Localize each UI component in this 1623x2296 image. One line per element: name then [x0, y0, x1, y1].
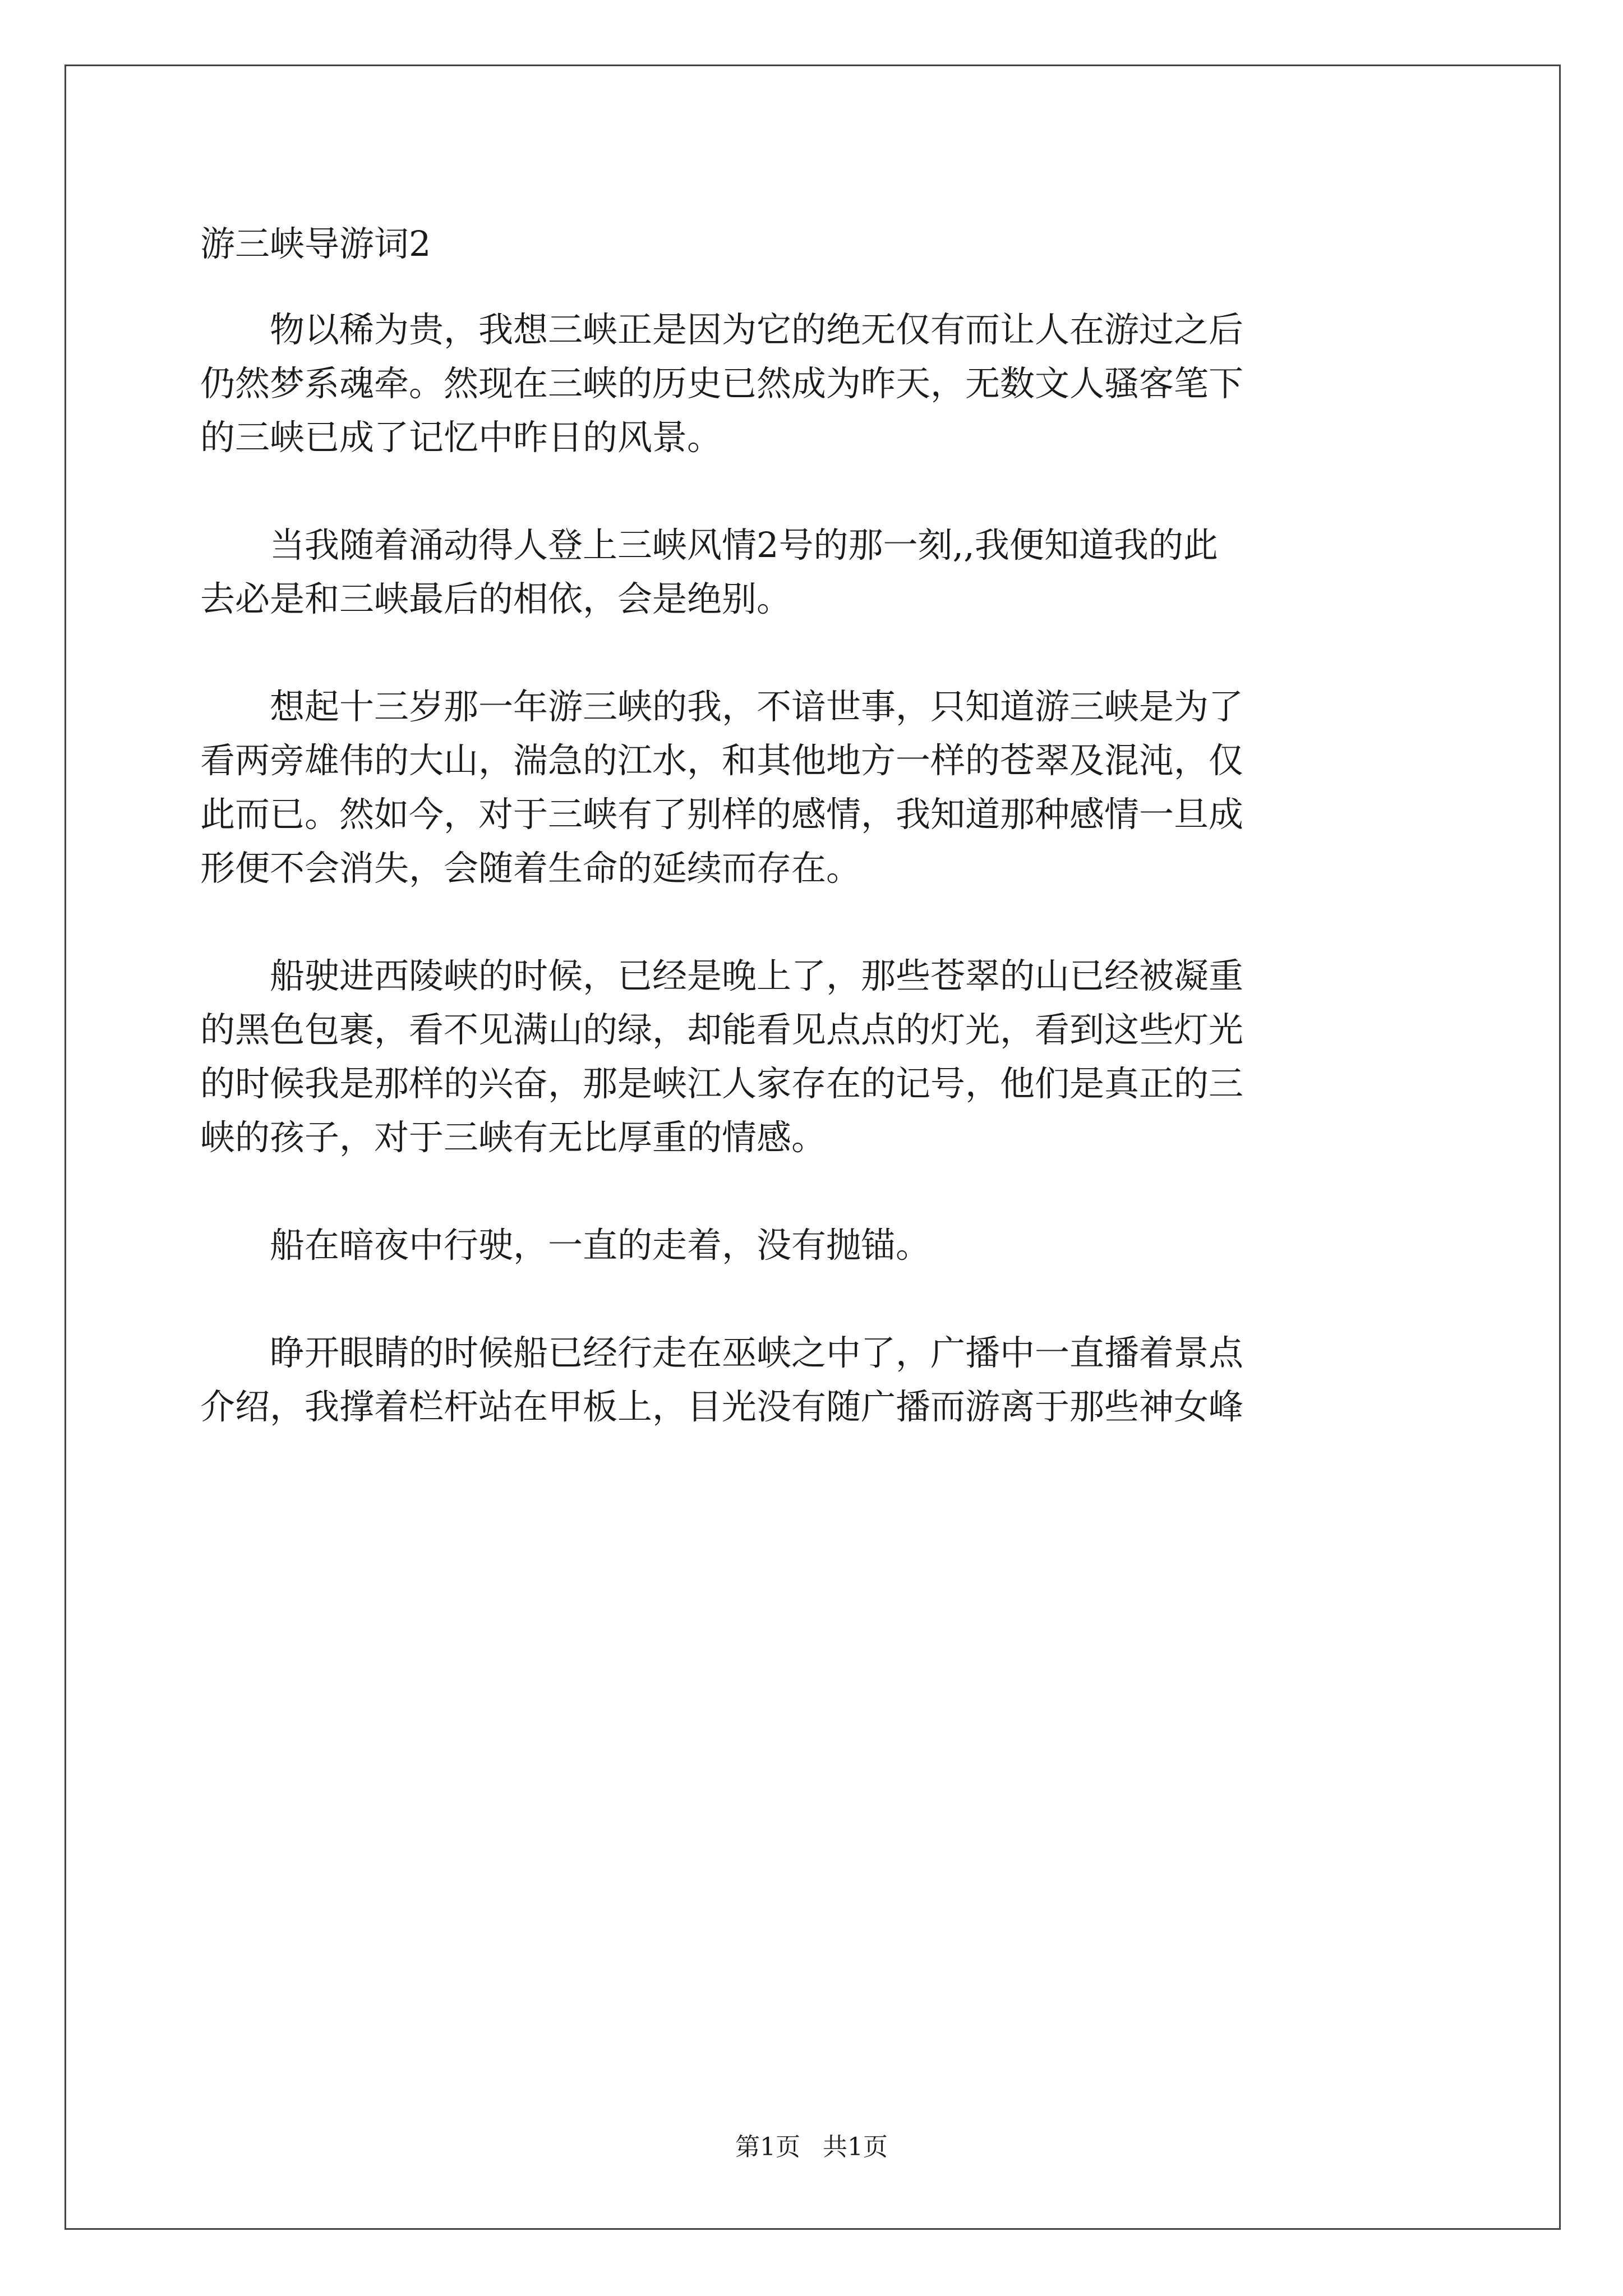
paragraph-line: 物以稀为贵，我想三峡正是因为它的绝无仅有而让人在游过之后 — [200, 309, 1244, 350]
document-body — [200, 222, 1434, 1488]
paragraph-line: 仍然梦系魂牵。然现在三峡的历史已然成为昨天，无数文人骚客笔下 — [200, 363, 1244, 404]
paragraph-3 — [200, 680, 1434, 895]
page-total: 共1页 — [823, 2133, 888, 2161]
paragraph-4 — [200, 949, 1434, 1165]
paragraph-line: 睁开眼睛的时候船已经行走在巫峡之中了，广播中一直播着景点 — [200, 1332, 1244, 1373]
paragraph-line: 当我随着涌动得人登上三峡风情2号的那一刻,,我便知道我的此 — [200, 524, 1218, 565]
paragraph-1 — [200, 303, 1434, 464]
paragraph-line: 船在暗夜中行驶，一直的走着，没有抛锚。 — [200, 1225, 931, 1266]
document-title: 游三峡导游词2 — [200, 223, 431, 264]
paragraph-line: 去必是和三峡最后的相依，会是绝别。 — [200, 578, 792, 619]
paragraph-5 — [200, 1218, 1434, 1272]
paragraph-line: 介绍，我撑着栏杆站在甲板上，目光没有随广播而游离于那些神女峰 — [200, 1386, 1244, 1427]
paragraph-line: 峡的孩子，对于三峡有无比厚重的情感。 — [200, 1117, 827, 1158]
paragraph-line: 看两旁雄伟的大山，湍急的江水，和其他地方一样的苍翠及混沌，仅 — [200, 740, 1244, 781]
paragraph-line: 此而已。然如今，对于三峡有了别样的感情，我知道那种感情一旦成 — [200, 794, 1244, 835]
page-footer — [0, 2132, 1623, 2163]
paragraph-line: 想起十三岁那一年游三峡的我，不谙世事，只知道游三峡是为了 — [200, 686, 1244, 727]
page-number: 第1页 — [735, 2133, 800, 2161]
paragraph-6 — [200, 1326, 1434, 1434]
paragraph-line: 的三峡已成了记忆中昨日的风景。 — [200, 417, 722, 458]
paragraph-2 — [200, 518, 1434, 626]
paragraph-line: 形便不会消失，会随着生命的延续而存在。 — [200, 848, 861, 889]
paragraph-line: 的时候我是那样的兴奋，那是峡江人家存在的记号，他们是真正的三 — [200, 1063, 1244, 1104]
paragraph-line: 船驶进西陵峡的时候，已经是晚上了，那些苍翠的山已经被凝重 — [200, 955, 1244, 996]
paragraph-line: 的黑色包裹，看不见满山的绿，却能看见点点的灯光，看到这些灯光 — [200, 1009, 1244, 1050]
